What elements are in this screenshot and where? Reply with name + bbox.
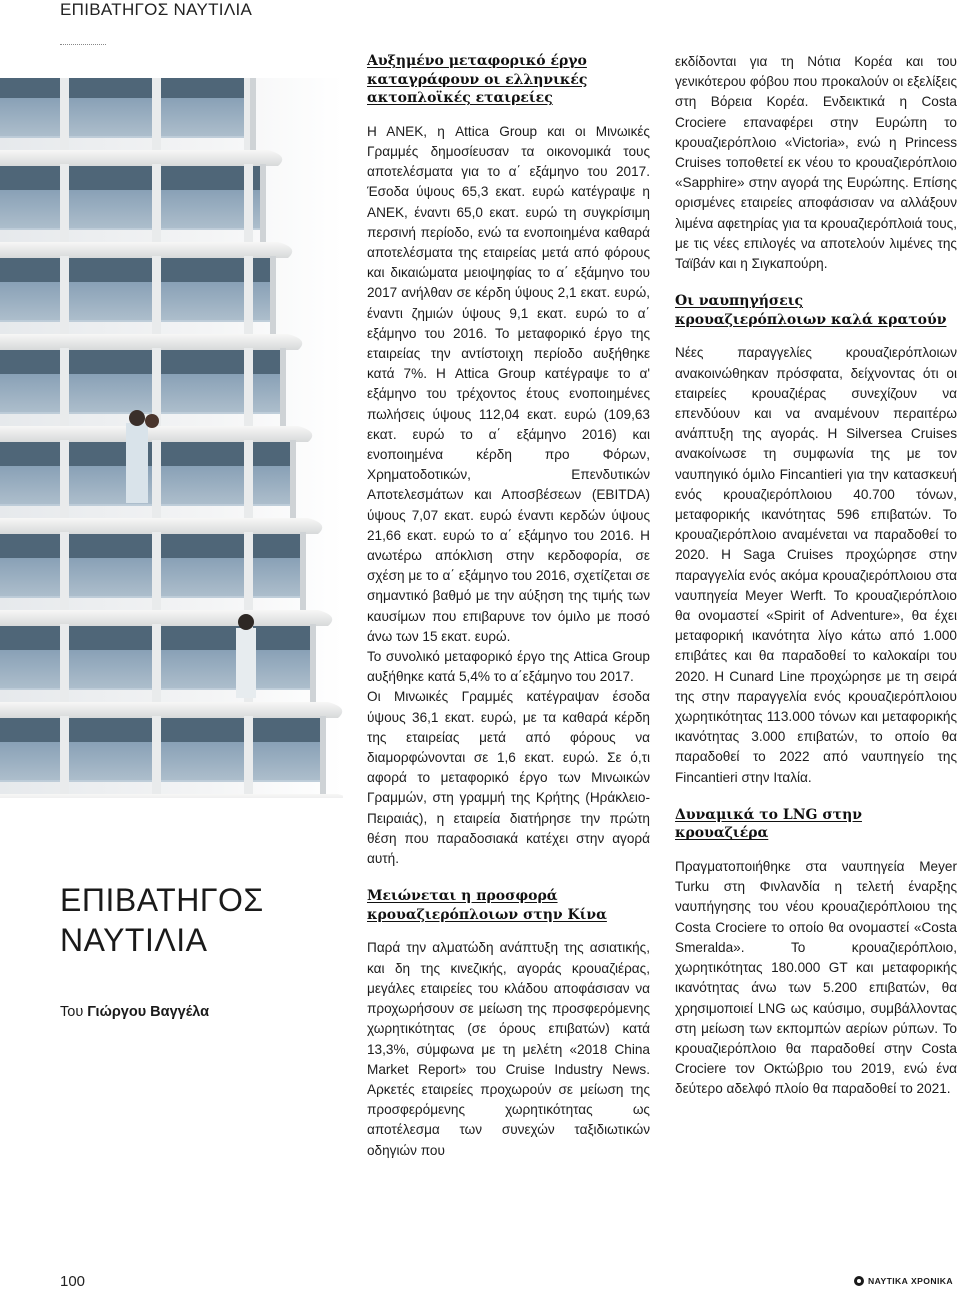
header-divider — [60, 44, 106, 45]
cruise-ship-balconies-photo — [0, 78, 343, 798]
byline — [60, 1004, 209, 1020]
subheading-china-cruise: Μειώνεται η προσφορά κρουαζιερόπλοιων στην Κίνα — [367, 888, 607, 923]
article-column-1 — [367, 52, 650, 1161]
paragraph: Το συνολικό μεταφορικό έργο της Attica Group αυξήθηκε κατά 5,4% το α΄εξάμηνο του 2017. — [367, 649, 650, 685]
section-header: ΕΠΙΒΑΤΗΓΟΣ ΝΑΥΤΙΛΙΑ — [60, 0, 253, 19]
spacer — [367, 869, 650, 887]
brand-name: ΝΑΥΤΙΚΑ ΧΡΟΝΙΚΑ — [868, 1276, 953, 1286]
subheading-lng: Δυναμικά το LNG στην κρουαζιέρα — [675, 806, 862, 842]
spacer — [675, 274, 957, 292]
article-column-2 — [675, 52, 957, 1100]
cruise-ship-photo — [0, 78, 343, 798]
page-number: 100 — [60, 1273, 86, 1290]
subheading-ferry-results: Αυξημένο μεταφορικό έργο καταγράφουν οι ελληνικές ακτοπλοϊκές εταιρείες — [367, 53, 588, 107]
article-title-line1: ΕΠΙΒΑΤΗΓΟΣ — [60, 882, 264, 918]
byline-prefix: Του — [60, 1004, 88, 1020]
paragraph: Οι Μινωικές Γραμμές κατέγραψαν έσοδα ύψους 36,1 εκατ. ευρώ, με τα καθαρά κέρδη της εταιρείας μετά από φόρους να διαμορφώνονται σε 1,6 εκατ. ευρώ. Σε ό,τι αφορά το μεταφορικό έργο των Μινωικών Γραμμών, στη γραμμή της Κρήτης (Ηράκλειο-Πειραιάς), η εταιρεία διατήρησε την πρώτη θέση που παραδοσιακά κατέχει στην αγορά αυτή. — [367, 689, 650, 867]
publication-brand — [854, 1276, 953, 1286]
paragraph: Η ΑΝΕΚ, η Attica Group και οι Μινωικές Γραμμές δημοσίευσαν τα οικονομικά τους αποτελέσματα για το α΄ εξάμηνο του 2017. Έσοδα ύψους 65,3 εκατ. ευρώ κατέγραψε η ΑΝΕΚ, έναντι 65,0 εκατ. ευρώ τη συγκρίσιμη περσινή περίοδο, ενώ τα ενοποιημένα καθαρά αποτελέσματα της εταιρείας μετά από φόρους και δικαιώματα μειοψηφίας το α΄ εξάμηνο του 2017 ανήλθαν σε κέρδη ύψους 2,1 εκατ. ευρώ, έναντι ζημιών ύψους 9,1 εκατ. ευρώ το α΄ εξάμηνο του 2016. Το μεταφορικό έργο της εταιρείας την αντίστοιχη περίοδο αυξήθηκε κατά 7%. Η Attica Group κατέγραψε το α' εξάμηνο του τρέχοντος έτους ενοποιημένες πωλήσεις ύψους 112,04 εκατ. ευρώ (109,63 εκατ. ευρώ το α΄ εξάμηνο 2016) και ενοποιημένα κέρδη προ Φόρων, Χρηματοδοτικών, Επενδυτικών Αποτελεσμάτων και Αποσβέσεων (EBITDA) ύψους 7,07 εκατ. ευρώ έναντι κερδών ύψους 21,66 εκατ. ευρώ το α΄ εξάμηνο του 2016. Η ανωτέρω απόκλιση στην κερδοφορία, σε σχέση με το α΄ εξάμηνο του 2016, σχετίζεται σε σημαντικό βαθμό με την αύξηση της τιμής των καυσίμων που επιβαρυνε τον όμιλο με ποσό άνω των 15 εκατ. ευρώ. — [367, 123, 650, 644]
article-title-line2: ΝΑΥΤΙΛΙΑ — [60, 922, 208, 958]
paragraph: εκδίδονται για τη Νότια Κορέα και του γενικότερου φόβου που προκαλούν οι εξελίξεις στη Βόρεια Κορέα. Ενδεικτικά η Costa Crociere επαναφέρει στην Ευρώπη το κρουαζιερόπλοιο «Victoria», ενώ η Princess Cruises τοποθετεί εκ νέου το κρουαζιερόπλοιο «Sapphire» στην αγορά της Ευρώπης. Επίσης ορισμένες εταιρείες αποφάσισαν να αλλάξουν λιμένα αφετηρίας για τα κρουαζιερόπλοιά τους, με τις νέες επιλογές να αποτελούν λιμένες της Ταϊβάν και η Σιγκαπούρη. — [675, 54, 957, 272]
byline-author: Γιώργου Βαγγέλα — [87, 1004, 210, 1020]
subheading-shipbuilding: Οι ναυπηγήσεις κρουαζιερόπλοιων καλά κρατούν — [675, 293, 947, 328]
spacer — [675, 788, 957, 806]
article-title — [60, 880, 264, 960]
brand-logo-icon — [854, 1276, 864, 1286]
paragraph: Νέες παραγγελίες κρουαζιερόπλοιων ανακοινώθηκαν πρόσφατα, δείχνοντας ότι οι εταιρείες κρουαζιέρας συνεχίζουν να επενδύουν και να αναμένουν περαιτέρω ανάπτυξη της αγοράς. Η Silversea Cruises ανακοίνωσε τη συμφωνία της με τον ναυπηγικό όμιλο Fincantieri για την κατασκευή ενός κρουαζιερόπλοιου 40.700 τόνων, μεταφορικής ικανότητας 596 επιβατών. Το κρουαζιερόπλοιο αναμένεται να παραδοθεί το 2020. Η Saga Cruises προχώρησε στην παραγγελία ενός ακόμα κρουαζιερόπλοιου στα ναυπηγεία Meyer Werft. Το κρουαζιερόπλοιο θα ονομαστεί «Spirit of Adventure», θα έχει μεταφορική ικανότητα λίγο κάτω από 1.000 επιβάτες και θα παραδοθεί το καλοκαίρι του 2020. Η Cunard Line προχώρησε με τη σειρά της στην παραγγελία ενός κρουαζιερόπλοιου χωρητικότητας 113.000 τόνων και μεταφορικής ικανότητας 3.000 επιβατών, το οποίο θα παραδοθεί το 2022 από ναυπηγείο της Fincantieri στην Ιταλία. — [675, 345, 957, 785]
paragraph: Παρά την αλματώδη ανάπτυξη της ασιατικής, και δη της κινεζικής, αγοράς κρουαζιέρας, μεγάλες εταιρείες του κλάδου αποφάσισαν να προχωρήσουν σε μείωση της προσφερόμενης χωρητικότητας (σε όρους επιβατών) κατά 13,3%, σύμφωνα με τη μελέτη «2018 China Market Report» του Cruise Industry News. Αρκετές εταιρείες προχωρούν σε μείωση της προσφερόμενης χωρητικότητας ως αποτέλεσμα των συνεχών ταξιδιωτικών οδηγιών που — [367, 940, 650, 1158]
paragraph: Πραγματοποιήθηκε στα ναυπηγεία Meyer Turku στη Φινλανδία η τελετή έναρξης ναυπήγησης του νέου κρουαζιερόπλοιου της Costa Crociere το οποίο θα ονομαστεί «Costa Smeralda». Το κρουαζιερόπλοιο, χωρητικότητας 180.000 GT και μεταφορικής ικανότητας άνω των 5.200 επιβατών, θα χρησιμοποιεί LNG ως καύσιμο, συμβάλλοντας στη μείωση των εκπομπών αερίων ρύπων. Το κρουαζιερόπλοιο θα παραδοθεί στην Costa Crociere τον Οκτώβριο του 2019, ενώ ένα δεύτερο αδελφό πλοίο θα παραδοθεί το 2021. — [675, 859, 957, 1097]
